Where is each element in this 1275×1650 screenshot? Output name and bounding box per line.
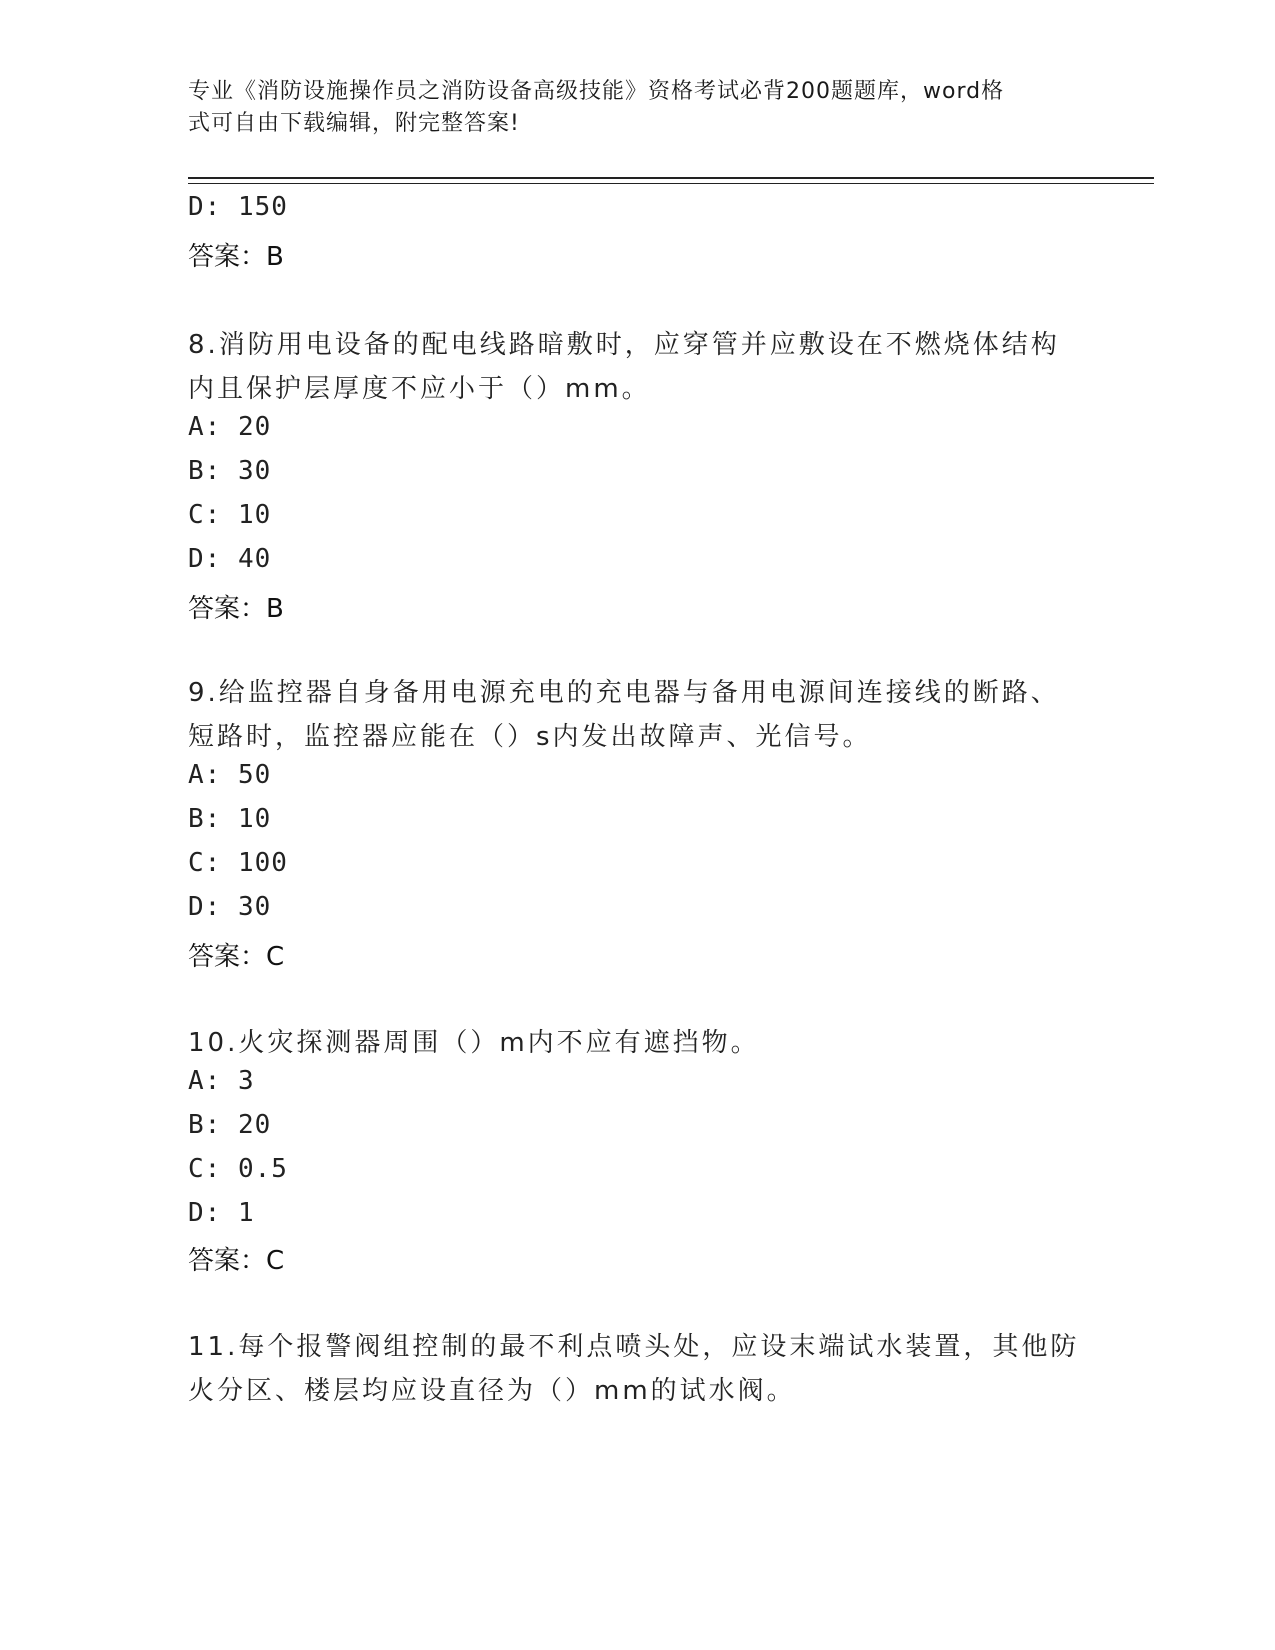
question-8-option-d: D: 40 [188,544,272,574]
question-9-option-d: D: 30 [188,892,272,922]
question-11-stem-line-1: 11.每个报警阀组控制的最不利点喷头处，应设末端试水装置，其他防 [188,1332,1080,1362]
question-8-answer: 答案：B [188,594,284,624]
question-10-stem-line-1: 10.火灾探测器周围（）m内不应有遮挡物。 [188,1028,760,1058]
question-8-stem-line-2: 内且保护层厚度不应小于（）mm。 [188,374,651,404]
question-8-option-c: C: 10 [188,500,272,530]
question-10-option-c: C: 0.5 [188,1154,288,1184]
question-10-answer: 答案：C [188,1246,285,1276]
question-8-stem-line-1: 8.消防用电设备的配电线路暗敷时，应穿管并应敷设在不燃烧体结构 [188,330,1060,360]
prev-answer: 答案：B [188,242,284,272]
question-9-option-a: A: 50 [188,760,272,790]
question-8-option-b: B: 30 [188,456,272,486]
header-line-2: 式可自由下载编辑，附完整答案! [188,111,520,136]
question-8-option-a: A: 20 [188,412,272,442]
question-9-stem-line-1: 9.给监控器自身备用电源充电的充电器与备用电源间连接线的断路、 [188,678,1060,708]
question-10-option-b: B: 20 [188,1110,272,1140]
header-rule-thick [188,177,1154,179]
question-10-option-d: D: 1 [188,1198,255,1228]
question-9-answer: 答案：C [188,942,285,972]
question-9-option-c: C: 100 [188,848,288,878]
question-9-option-b: B: 10 [188,804,272,834]
header-line-1: 专业《消防设施操作员之消防设备高级技能》资格考试必背200题题库，word格 [188,79,1005,104]
question-10-option-a: A: 3 [188,1066,255,1096]
question-11-stem-line-2: 火分区、楼层均应设直径为（）mm的试水阀。 [188,1376,796,1406]
header-rule-thin [188,183,1154,184]
document-header [188,76,1068,140]
question-9-stem-line-2: 短路时，监控器应能在（）s内发出故障声、光信号。 [188,722,872,752]
prev-option-d: D: 150 [188,192,288,222]
